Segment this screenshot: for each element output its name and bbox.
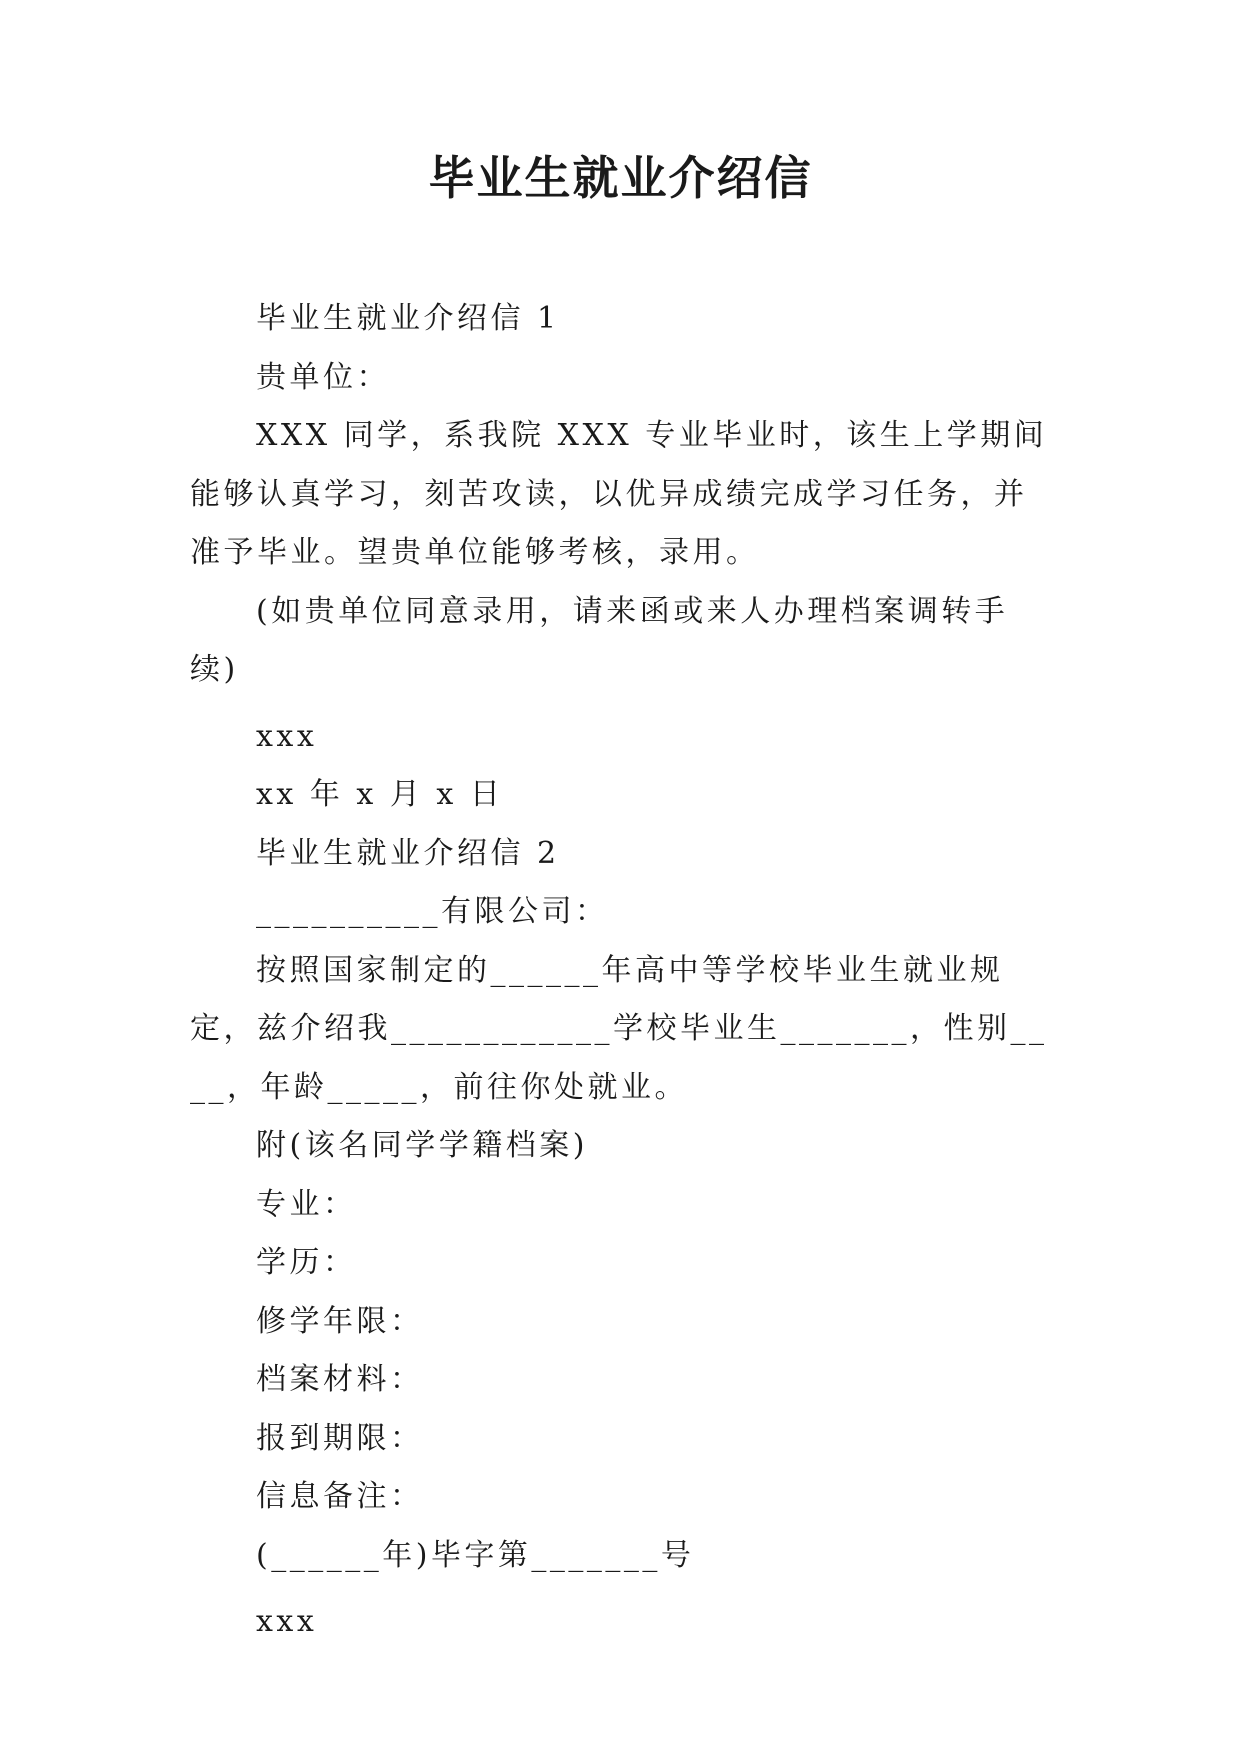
section-heading-2: 毕业生就业介绍信 2 (256, 835, 560, 871)
body-paragraph-2: 按照国家制定的______年高中等学校毕业生就业规定，兹介绍我____________学校毕业生_______，性别____，年龄_____，前往你处就业。 (190, 952, 1048, 1105)
body-paragraph-1: XXX 同学，系我院 XXX 专业毕业时，该生上学期间能够认真学习，刻苦攻读，以优异成绩完成学习任务，并准予毕业。望贵单位能够考核，录用。 (190, 418, 1048, 570)
section-heading-1: 毕业生就业介绍信 1 (256, 301, 560, 336)
document-body (190, 290, 1056, 1652)
note-paragraph: (如贵单位同意录用，请来函或来人办理档案调转手续) (190, 593, 1009, 687)
document-number: (______年)毕字第_______号 (256, 1537, 695, 1573)
field-archive-materials: 档案材料： (256, 1362, 424, 1397)
signature-1: xxx (256, 718, 318, 754)
date-1: xx 年 x 月 x 日 (256, 777, 504, 812)
salutation-2: __________有限公司： (256, 894, 609, 929)
field-major: 专业： (256, 1186, 357, 1222)
salutation-1: 贵单位： (256, 359, 390, 395)
attachment-heading: 附(该名同学学籍档案) (256, 1128, 588, 1163)
field-report-deadline: 报到期限： (256, 1420, 424, 1456)
field-study-years: 修学年限： (256, 1303, 424, 1339)
document-title: 毕业生就业介绍信 (428, 151, 813, 205)
signature-2: xxx (256, 1604, 318, 1639)
field-education: 学历： (256, 1245, 357, 1280)
field-info-notes: 信息备注： (256, 1479, 424, 1514)
